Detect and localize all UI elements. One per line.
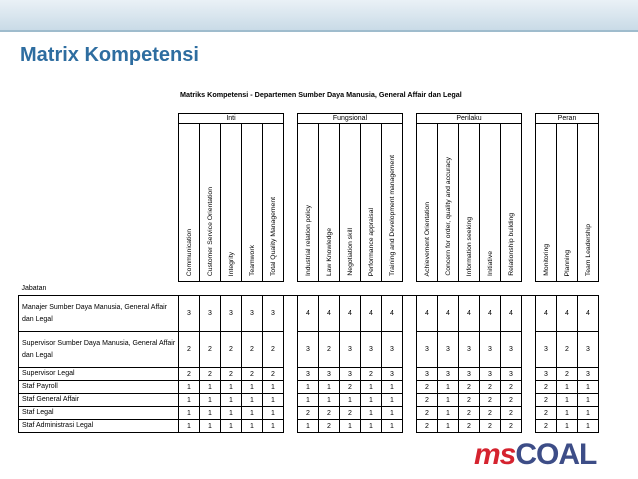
separator <box>522 124 536 282</box>
level-cell: 2 <box>501 381 522 394</box>
level-cell: 2 <box>557 368 578 381</box>
competency-label: Industrial relation policy <box>304 204 312 276</box>
group-header-peran: Peran <box>536 114 599 124</box>
blank-cell <box>19 114 179 124</box>
position-label: Staf Payroll <box>19 381 179 394</box>
separator <box>522 114 536 124</box>
level-cell: 4 <box>417 296 438 332</box>
logo-coal: COAL <box>515 438 597 471</box>
level-cell: 1 <box>179 381 200 394</box>
level-cell: 2 <box>501 407 522 420</box>
separator <box>522 368 536 381</box>
level-cell: 1 <box>578 420 599 433</box>
level-cell: 2 <box>459 381 480 394</box>
level-cell: 4 <box>438 296 459 332</box>
level-cell: 2 <box>417 407 438 420</box>
competency-label: Total Quality Management <box>269 197 277 276</box>
separator <box>403 394 417 407</box>
level-cell: 4 <box>382 296 403 332</box>
level-cell: 1 <box>179 420 200 433</box>
competency-label: Customer Service Orientation <box>206 186 214 276</box>
competency-header <box>557 124 578 282</box>
separator <box>403 420 417 433</box>
level-cell: 1 <box>319 381 340 394</box>
competency-header <box>242 124 263 282</box>
level-cell: 3 <box>179 296 200 332</box>
level-cell: 2 <box>200 368 221 381</box>
level-cell: 2 <box>501 394 522 407</box>
header-band <box>0 0 638 30</box>
separator <box>403 368 417 381</box>
level-cell: 2 <box>459 420 480 433</box>
level-cell: 2 <box>361 368 382 381</box>
level-cell: 1 <box>361 394 382 407</box>
table-row <box>19 332 599 368</box>
level-cell: 4 <box>298 296 319 332</box>
level-cell: 2 <box>536 407 557 420</box>
competency-header <box>340 124 361 282</box>
level-cell: 1 <box>361 420 382 433</box>
group-header-perilaku: Perilaku <box>417 114 522 124</box>
separator <box>284 124 298 282</box>
level-cell: 2 <box>480 420 501 433</box>
level-cell: 1 <box>557 394 578 407</box>
table-row <box>19 394 599 407</box>
level-cell: 3 <box>298 332 319 368</box>
level-cell: 3 <box>480 368 501 381</box>
level-cell: 2 <box>242 368 263 381</box>
separator <box>522 394 536 407</box>
level-cell: 1 <box>242 394 263 407</box>
level-cell: 1 <box>200 420 221 433</box>
level-cell: 2 <box>319 420 340 433</box>
separator <box>522 381 536 394</box>
competency-label: Negotiation skill <box>346 228 354 276</box>
level-cell: 2 <box>179 368 200 381</box>
level-cell: 1 <box>557 381 578 394</box>
separator <box>522 332 536 368</box>
level-cell: 1 <box>221 420 242 433</box>
level-cell: 3 <box>459 332 480 368</box>
separator <box>403 114 417 124</box>
level-cell: 3 <box>361 332 382 368</box>
level-cell: 1 <box>438 420 459 433</box>
separator <box>403 407 417 420</box>
separator <box>522 407 536 420</box>
competency-header <box>382 124 403 282</box>
competency-header <box>298 124 319 282</box>
level-cell: 1 <box>340 394 361 407</box>
competency-label: Performance appraisal <box>367 207 375 276</box>
level-cell: 2 <box>242 332 263 368</box>
header-divider <box>0 30 638 32</box>
level-cell: 1 <box>578 394 599 407</box>
separator <box>284 381 298 394</box>
competency-label: Teamwork <box>248 245 256 276</box>
separator <box>403 124 417 282</box>
level-cell: 3 <box>242 296 263 332</box>
separator <box>403 332 417 368</box>
level-cell: 1 <box>382 394 403 407</box>
level-cell: 1 <box>298 420 319 433</box>
competency-label: Monitoring <box>542 244 550 276</box>
competency-header <box>319 124 340 282</box>
separator <box>284 114 298 124</box>
level-cell: 2 <box>536 381 557 394</box>
level-cell: 4 <box>319 296 340 332</box>
level-cell: 4 <box>536 296 557 332</box>
level-cell: 2 <box>417 381 438 394</box>
level-cell: 1 <box>382 407 403 420</box>
position-label: Supervisor Sumber Daya Manusia, General Affair dan Legal <box>19 332 179 368</box>
level-cell: 3 <box>501 332 522 368</box>
table-row <box>19 368 599 381</box>
level-cell: 2 <box>480 381 501 394</box>
level-cell: 1 <box>438 407 459 420</box>
level-cell: 2 <box>263 368 284 381</box>
level-cell: 4 <box>340 296 361 332</box>
separator <box>284 420 298 433</box>
level-cell: 1 <box>361 407 382 420</box>
separator <box>522 420 536 433</box>
level-cell: 2 <box>417 394 438 407</box>
level-cell: 1 <box>438 394 459 407</box>
level-cell: 1 <box>263 420 284 433</box>
group-header-fungsional: Fungsional <box>298 114 403 124</box>
level-cell: 4 <box>501 296 522 332</box>
level-cell: 1 <box>242 407 263 420</box>
position-label: Manajer Sumber Daya Manusia, General Affair dan Legal <box>19 296 179 332</box>
separator <box>284 368 298 381</box>
level-cell: 2 <box>221 368 242 381</box>
competency-label: Information seeking <box>465 216 473 276</box>
level-cell: 2 <box>480 407 501 420</box>
level-cell: 1 <box>361 381 382 394</box>
competency-header <box>179 124 200 282</box>
level-cell: 1 <box>242 420 263 433</box>
level-cell: 2 <box>319 407 340 420</box>
level-cell: 3 <box>438 332 459 368</box>
level-cell: 3 <box>438 368 459 381</box>
level-cell: 2 <box>459 407 480 420</box>
position-label: Supervisor Legal <box>19 368 179 381</box>
level-cell: 3 <box>578 368 599 381</box>
competency-label: Planning <box>563 249 571 276</box>
competency-label: Relationship building <box>507 213 515 276</box>
competency-label: Integrity <box>227 251 235 276</box>
level-cell: 2 <box>536 394 557 407</box>
separator <box>522 296 536 332</box>
group-header-inti: Inti <box>179 114 284 124</box>
level-cell: 1 <box>438 381 459 394</box>
competency-header <box>221 124 242 282</box>
level-cell: 1 <box>263 394 284 407</box>
position-label: Staf General Affair <box>19 394 179 407</box>
level-cell: 2 <box>319 332 340 368</box>
competency-header <box>536 124 557 282</box>
separator <box>284 332 298 368</box>
level-cell: 1 <box>340 420 361 433</box>
level-cell: 1 <box>200 381 221 394</box>
level-cell: 4 <box>578 296 599 332</box>
level-cell: 1 <box>179 407 200 420</box>
level-cell: 3 <box>480 332 501 368</box>
competency-header <box>578 124 599 282</box>
level-cell: 1 <box>200 407 221 420</box>
level-cell: 1 <box>179 394 200 407</box>
table-row <box>19 420 599 433</box>
competency-label: Team Leadership <box>584 223 592 276</box>
level-cell: 3 <box>340 368 361 381</box>
level-cell: 4 <box>361 296 382 332</box>
table-row <box>19 296 599 332</box>
competency-label: Concern for order, quality and accuracy <box>444 157 452 276</box>
level-cell: 3 <box>417 332 438 368</box>
level-cell: 2 <box>340 381 361 394</box>
level-cell: 3 <box>263 296 284 332</box>
level-cell: 1 <box>557 420 578 433</box>
separator <box>403 381 417 394</box>
level-cell: 2 <box>200 332 221 368</box>
level-cell: 1 <box>221 381 242 394</box>
competency-matrix <box>18 113 599 433</box>
level-cell: 1 <box>221 407 242 420</box>
level-cell: 2 <box>536 420 557 433</box>
competency-label: Law Knowledge <box>325 228 333 276</box>
table-row <box>19 381 599 394</box>
separator <box>284 394 298 407</box>
level-cell: 1 <box>578 381 599 394</box>
level-cell: 1 <box>557 407 578 420</box>
competency-label: Initiative <box>486 251 494 276</box>
level-cell: 1 <box>263 381 284 394</box>
level-cell: 1 <box>298 381 319 394</box>
competency-label: Training and Development management <box>388 154 396 276</box>
level-cell: 3 <box>340 332 361 368</box>
competency-header <box>263 124 284 282</box>
jabatan-label: Jabatan <box>19 282 599 296</box>
separator <box>284 407 298 420</box>
position-label: Staf Legal <box>19 407 179 420</box>
level-cell: 1 <box>382 420 403 433</box>
level-cell: 2 <box>298 407 319 420</box>
level-cell: 4 <box>459 296 480 332</box>
blank-cell <box>19 124 179 282</box>
level-cell: 3 <box>319 368 340 381</box>
level-cell: 3 <box>221 296 242 332</box>
level-cell: 3 <box>536 368 557 381</box>
level-cell: 2 <box>480 394 501 407</box>
separator <box>403 296 417 332</box>
table-row <box>19 407 599 420</box>
competency-header <box>480 124 501 282</box>
competency-header <box>200 124 221 282</box>
logo-ms: ms <box>474 438 516 471</box>
level-cell: 3 <box>382 332 403 368</box>
competency-header <box>361 124 382 282</box>
level-cell: 3 <box>298 368 319 381</box>
competency-label: Achievement Orientation <box>423 201 431 276</box>
level-cell: 2 <box>557 332 578 368</box>
level-cell: 3 <box>200 296 221 332</box>
page-title: Matrix Kompetensi <box>20 44 199 66</box>
competency-header <box>438 124 459 282</box>
competency-header <box>459 124 480 282</box>
level-cell: 1 <box>263 407 284 420</box>
level-cell: 3 <box>459 368 480 381</box>
position-label: Staf Administrasi Legal <box>19 420 179 433</box>
mscoal-logo <box>474 440 596 470</box>
level-cell: 1 <box>221 394 242 407</box>
level-cell: 1 <box>298 394 319 407</box>
level-cell: 1 <box>242 381 263 394</box>
competency-header <box>417 124 438 282</box>
level-cell: 2 <box>459 394 480 407</box>
level-cell: 1 <box>382 381 403 394</box>
level-cell: 2 <box>221 332 242 368</box>
level-cell: 2 <box>417 420 438 433</box>
level-cell: 1 <box>200 394 221 407</box>
level-cell: 3 <box>578 332 599 368</box>
level-cell: 4 <box>557 296 578 332</box>
level-cell: 3 <box>417 368 438 381</box>
matrix-subtitle: Matriks Kompetensi - Departemen Sumber Daya Manusia, General Affair dan Legal <box>180 90 462 99</box>
level-cell: 4 <box>480 296 501 332</box>
level-cell: 2 <box>501 420 522 433</box>
level-cell: 1 <box>578 407 599 420</box>
level-cell: 2 <box>340 407 361 420</box>
level-cell: 2 <box>179 332 200 368</box>
level-cell: 3 <box>536 332 557 368</box>
separator <box>284 296 298 332</box>
level-cell: 1 <box>319 394 340 407</box>
competency-header <box>501 124 522 282</box>
competency-label: Communication <box>185 228 193 276</box>
level-cell: 2 <box>263 332 284 368</box>
level-cell: 3 <box>382 368 403 381</box>
level-cell: 3 <box>501 368 522 381</box>
